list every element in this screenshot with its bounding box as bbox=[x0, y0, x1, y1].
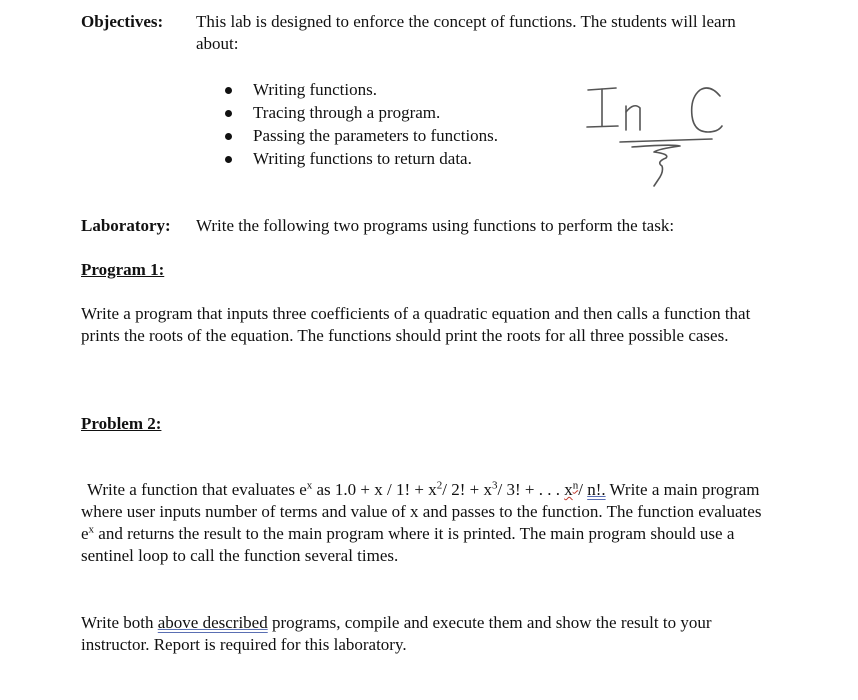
list-item: Writing functions. bbox=[225, 79, 498, 102]
laboratory-label: Laboratory: bbox=[81, 216, 171, 235]
exponent: x bbox=[306, 479, 313, 492]
objectives-list bbox=[225, 79, 498, 171]
list-item: Tracing through a program. bbox=[225, 102, 498, 125]
program1-text: Write a program that inputs three coefficients of a quadratic equation and then calls a function that prints the roots of the equation. The functions should print the roots for all three possible cases. bbox=[81, 304, 751, 345]
laboratory-text: Write the following two programs using functions to perform the task: bbox=[196, 216, 675, 235]
series-part: / 3! + . . . bbox=[497, 480, 565, 499]
program1-heading: Program 1: bbox=[81, 260, 165, 279]
exponent: 3 bbox=[491, 479, 498, 492]
exponent: n bbox=[572, 479, 579, 492]
exponent: x bbox=[88, 523, 95, 536]
series-part: / 2! + x bbox=[442, 480, 492, 499]
grammar-underlined-phrase: above described bbox=[157, 613, 268, 632]
spellcheck-term-x: x bbox=[564, 480, 573, 499]
problem2-text bbox=[81, 479, 771, 567]
series-part: / bbox=[578, 480, 588, 499]
objectives-intro: This lab is designed to enforce the concept of functions. The students will learn about: bbox=[196, 12, 736, 53]
problem2-body: Write a main program where user inputs number of terms and value of x and passes to the function. The function evaluates e bbox=[81, 480, 762, 543]
problem2-body-end: and returns the result to the main program where it is printed. The main program should use a sentinel loop to call the function several times. bbox=[81, 524, 735, 565]
closing-text bbox=[81, 612, 771, 656]
list-item: Writing functions to return data. bbox=[225, 148, 498, 171]
closing-lead: Write both bbox=[81, 613, 158, 632]
closing-rest: programs, compile and execute them and show the result to your instructor. Report is required for this laboratory. bbox=[81, 613, 712, 654]
objectives-label: Objectives: bbox=[81, 12, 164, 31]
grammar-term-nfact: n!. bbox=[587, 480, 606, 499]
list-item: Passing the parameters to functions. bbox=[225, 125, 498, 148]
exponent: 2 bbox=[436, 479, 443, 492]
problem2-lead: Write a function that evaluates e bbox=[87, 480, 307, 499]
series-part: as 1.0 + x / 1! + x bbox=[312, 480, 437, 499]
problem2-heading: Problem 2: bbox=[81, 414, 162, 433]
handwritten-in-c bbox=[582, 76, 732, 196]
